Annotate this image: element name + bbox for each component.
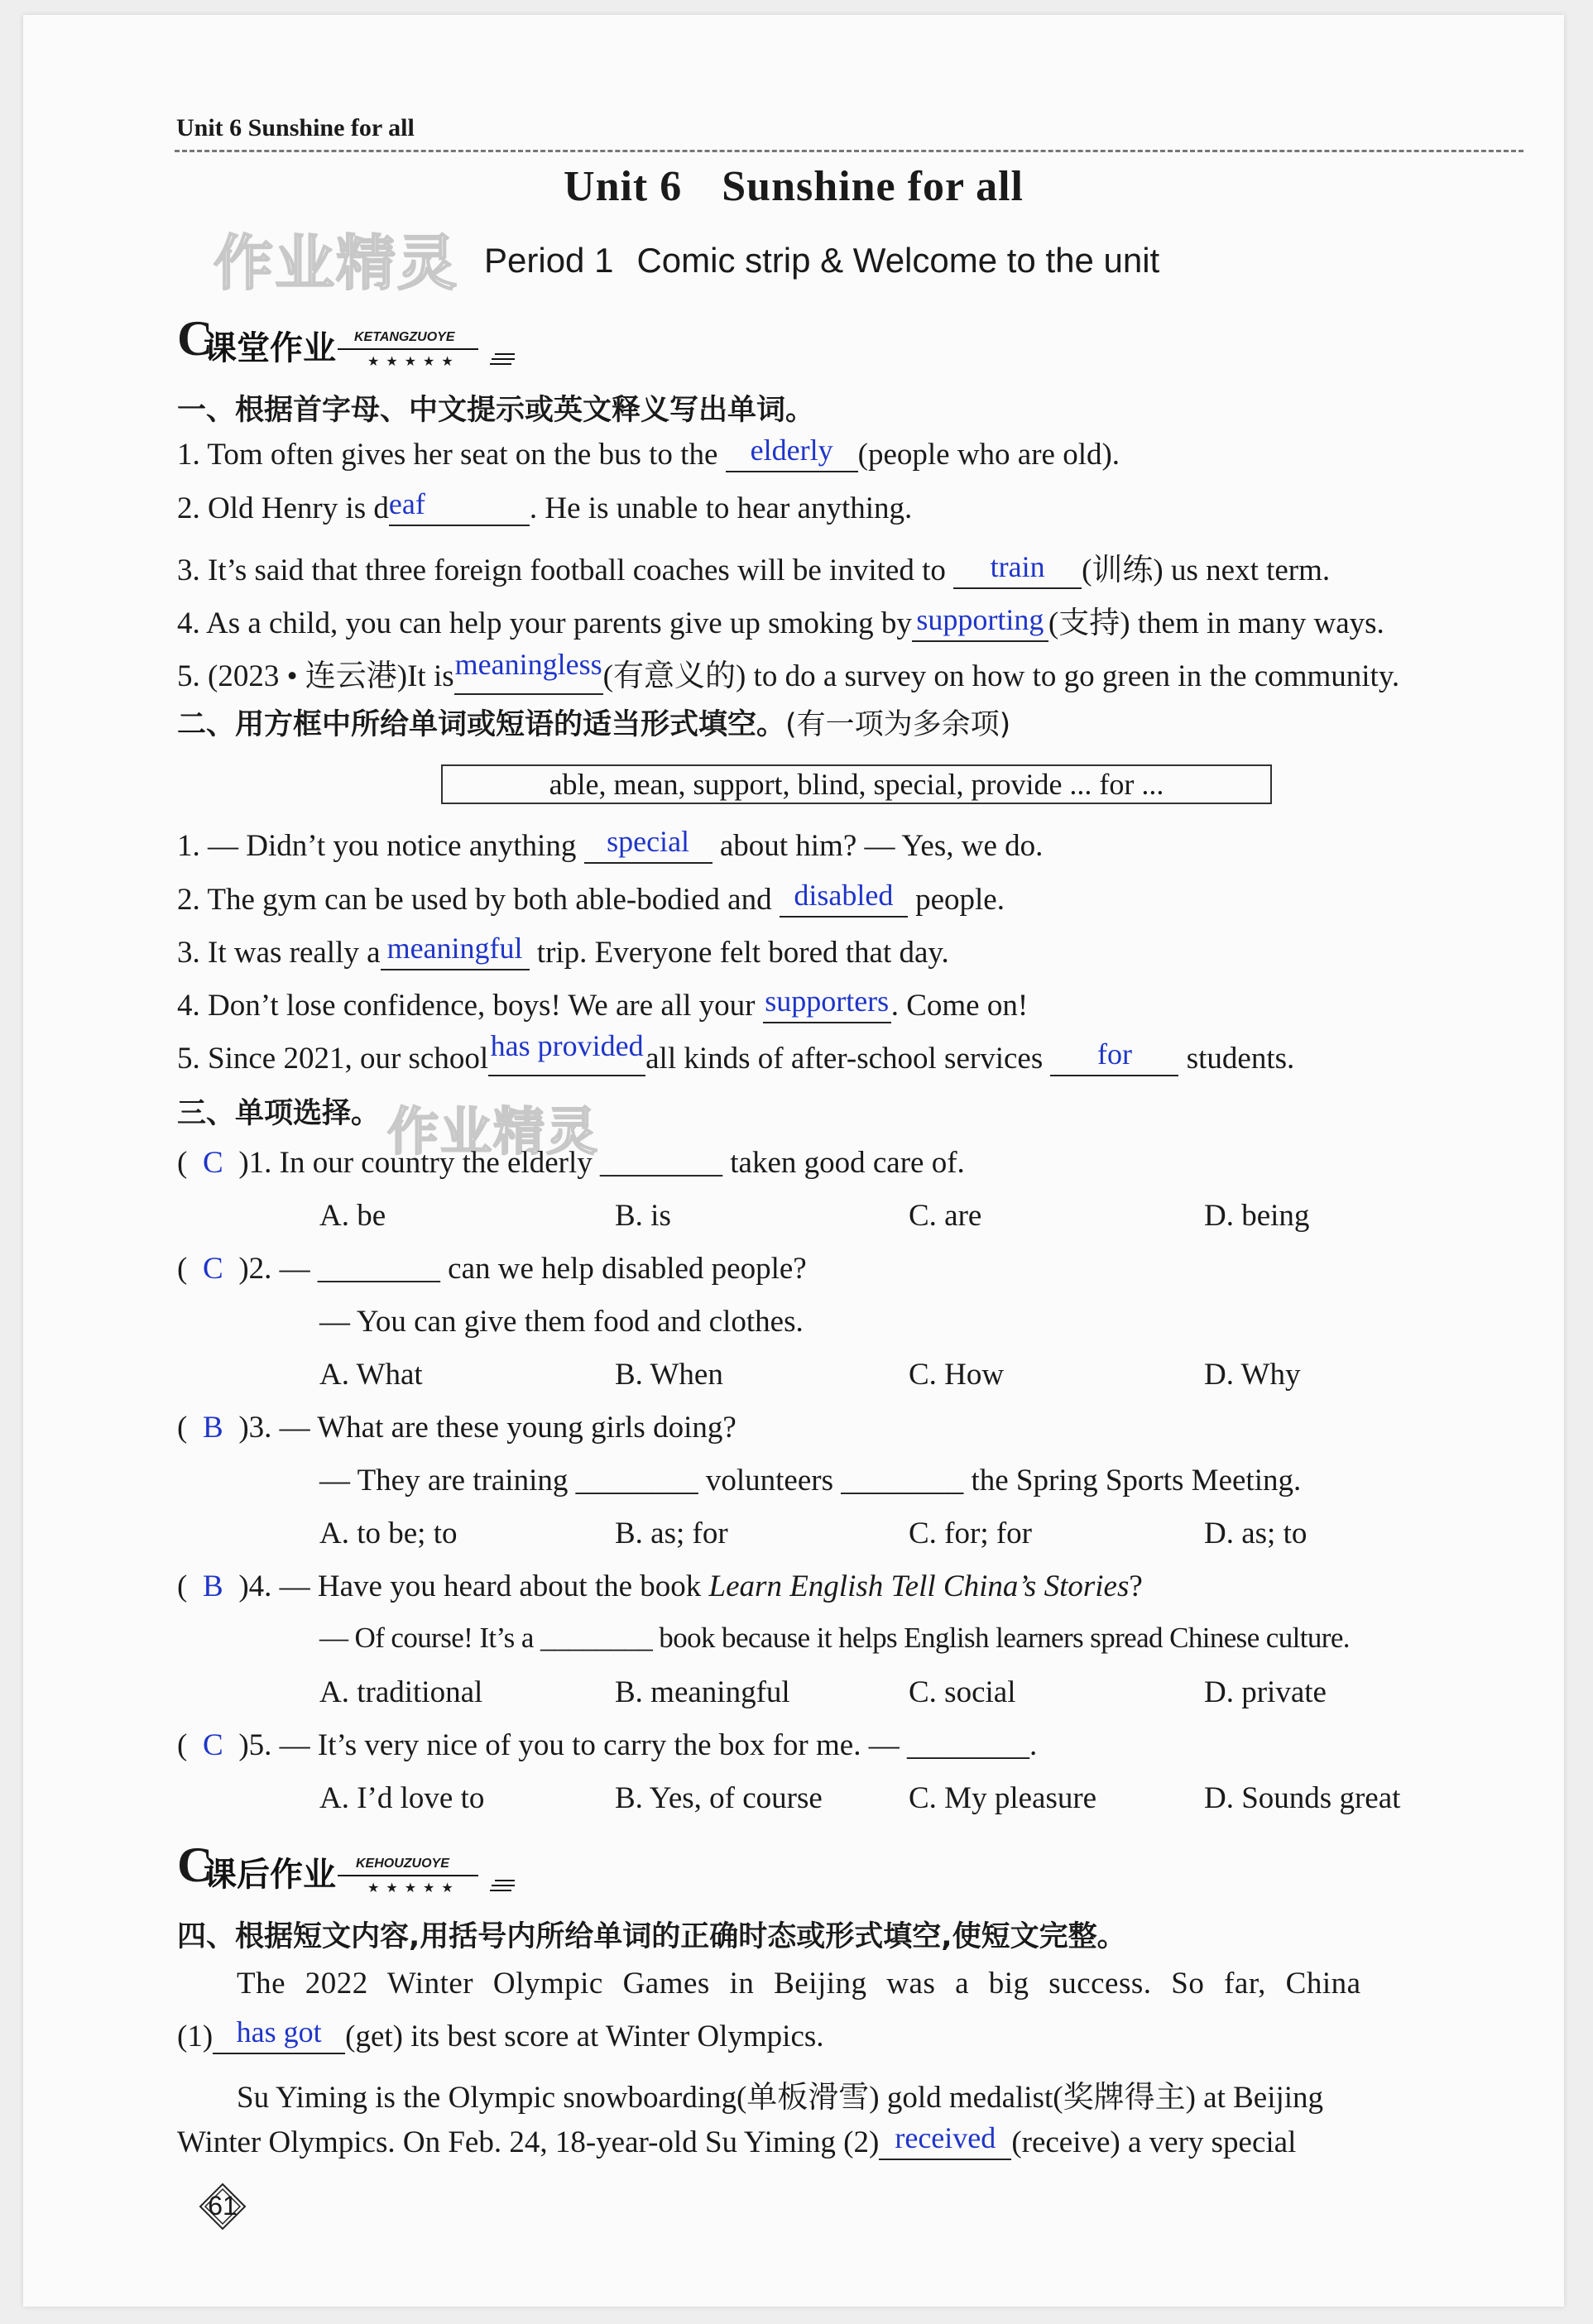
option[interactable]: C. How (909, 1358, 1005, 1392)
badge-c-icon: C (177, 1838, 214, 1892)
passage-line: Su Yiming is the Olympic snowboarding(单板滑雪) gold medalist(奖牌得主) at Beijing (237, 2081, 1324, 2115)
mc-answer: C (202, 1146, 223, 1180)
mc-question-2-reply: — You can give them food and clothes. (319, 1305, 804, 1339)
unit-number: Unit 6 (564, 163, 683, 210)
period-title (484, 241, 1159, 280)
mc-question-5: ( C )5. — It’s very nice of you to carry the box for me. — ________. (177, 1728, 1038, 1762)
passage-line: (1) has got (get) its best score at Winter Olympics. (177, 2015, 824, 2053)
answer-blank[interactable]: meaningful (381, 936, 530, 970)
option[interactable]: D. private (1204, 1675, 1327, 1709)
answer-blank[interactable]: supporting (912, 607, 1048, 642)
watermark-logo: 作业精灵 (214, 228, 459, 298)
star-icons: ★★★★★ (367, 355, 460, 369)
answer-blank[interactable]: for (1050, 1042, 1178, 1076)
option[interactable]: A. be (319, 1199, 386, 1233)
mc-question-4-reply: — Of course! It’s a ________ book because it helps English learners spread Chinese culture. (319, 1622, 1350, 1654)
s2-item-4: 4. Don’t lose confidence, boys! We are all your supporters . Come on! (177, 985, 1029, 1023)
badge-mark (492, 358, 515, 360)
option[interactable]: B. When (615, 1358, 723, 1392)
option[interactable]: A. I’d love to (319, 1781, 485, 1815)
homework-badge-text: 课后作业 (204, 1856, 336, 1894)
option[interactable]: D. Why (1204, 1358, 1301, 1392)
s2-item-1: 1. — Didn’t you notice anything special about him? — Yes, we do. (177, 825, 1044, 863)
star-icons: ★★★★★ (367, 1881, 460, 1895)
badge-c-icon: C (177, 311, 214, 366)
section4-title: 四、根据短文内容,用括号内所给单词的正确时态或形式填空,使短文完整。 (177, 1920, 1126, 1953)
answer-blank[interactable]: has provided (488, 1042, 645, 1076)
s1-item-1: 1. Tom often gives her seat on the bus to the elderly (people who are old). (177, 434, 1120, 472)
badge-mark (495, 353, 515, 355)
homework-badge (172, 1835, 561, 1901)
option[interactable]: C. My pleasure (909, 1781, 1097, 1815)
s1-item-2: 2. Old Henry is d eaf . He is unable to hear anything. (177, 487, 913, 525)
badge-mark (492, 1885, 515, 1886)
answer-blank[interactable]: has got (213, 2020, 345, 2054)
s2-item-3: 3. It was really a meaningful trip. Everyone felt bored that day. (177, 932, 949, 970)
badge-underline (338, 348, 478, 350)
mc-question-2: ( C )2. — ________ can we help disabled people? (177, 1252, 807, 1286)
book-title: Learn English Tell China’s Stories (708, 1569, 1130, 1603)
mc-question-3: ( B )3. — What are these young girls doing? (177, 1411, 737, 1445)
running-header: Unit 6 Sunshine for all (176, 114, 415, 141)
unit-title (23, 162, 1564, 211)
option[interactable]: B. as; for (615, 1517, 728, 1550)
s2-item-2: 2. The gym can be used by both able-bodied and disabled people. (177, 879, 1005, 917)
option[interactable]: B. Yes, of course (615, 1781, 823, 1815)
badge-mark (490, 1890, 511, 1891)
badge-underline (338, 1875, 478, 1876)
period-number: Period 1 (484, 241, 614, 280)
option[interactable]: B. is (615, 1199, 671, 1233)
mc-answer: B (202, 1569, 223, 1603)
word-box: able, mean, support, blind, special, provide ... for ... (441, 764, 1272, 804)
answer-blank[interactable]: meaningless (454, 660, 603, 695)
homework-badge-pinyin: KEHOUZUOYE (356, 1857, 449, 1871)
classwork-badge-pinyin: KETANGZUOYE (354, 330, 455, 344)
option[interactable]: D. as; to (1204, 1517, 1308, 1550)
option[interactable]: D. being (1204, 1199, 1310, 1233)
option[interactable]: A. to be; to (319, 1517, 458, 1550)
s1-item-4: 4. As a child, you can help your parents give up smoking by supporting (支持) them in many ways. (177, 603, 1384, 640)
option[interactable]: D. Sounds great (1204, 1781, 1401, 1815)
s1-item-5: 5. (2023 • 连云港)It is meaningless (有意义的) to do a survey on how to go green in the community. (177, 648, 1400, 693)
classwork-badge (172, 309, 561, 375)
mc-answer: C (202, 1252, 223, 1286)
option[interactable]: B. meaningful (615, 1675, 790, 1709)
mc-question-1: ( C )1. In our country the elderly ________ taken good care of. (177, 1146, 965, 1180)
mc-question-4: ( B )4. — Have you heard about the book Learn English Tell China’s Stories? (177, 1569, 1143, 1603)
watermark-logo: 作业精灵 (387, 1101, 600, 1162)
option[interactable]: C. social (909, 1675, 1016, 1709)
answer-blank[interactable]: eaf (389, 491, 530, 526)
badge-mark (490, 363, 511, 365)
period-name: Comic strip & Welcome to the unit (636, 241, 1160, 280)
answer-blank[interactable]: elderly (726, 438, 858, 472)
option[interactable]: A. traditional (319, 1675, 483, 1709)
header-divider (175, 150, 1523, 152)
section1-title: 一、根据首字母、中文提示或英文释义写出单词。 (177, 394, 815, 427)
mc-answer: C (202, 1728, 223, 1762)
option[interactable]: C. for; for (909, 1517, 1032, 1550)
mc-answer: B (202, 1411, 223, 1445)
passage-line: Winter Olympics. On Feb. 24, 18-year-old Su Yiming (2) received (receive) a very special (177, 2121, 1297, 2159)
s1-item-3: 3. It’s said that three foreign football coaches will be invited to train (训练) us next term. (177, 550, 1331, 587)
answer-blank[interactable]: received (879, 2125, 1011, 2160)
mc-question-3-reply: — They are training ________ volunteers ________ the Spring Sports Meeting. (319, 1464, 1302, 1497)
answer-blank[interactable]: disabled (780, 883, 908, 918)
answer-blank[interactable]: train (953, 554, 1082, 589)
unit-name: Sunshine for all (722, 163, 1024, 210)
answer-blank[interactable]: supporters (763, 989, 891, 1023)
passage-line: The 2022 Winter Olympic Games in Beijing was a big success. So far, China (237, 1967, 1361, 2001)
page-number: 61 (208, 2191, 238, 2221)
page-number-badge (199, 2183, 247, 2231)
section2-title: 二、用方框中所给单词或短语的适当形式填空。(有一项为多余项) (177, 708, 1011, 741)
badge-mark (495, 1880, 515, 1881)
classwork-badge-text: 课堂作业 (204, 329, 336, 367)
answer-blank[interactable]: special (584, 829, 713, 864)
s2-item-5: 5. Since 2021, our school has provided all kinds of after-school services for students. (177, 1029, 1295, 1076)
section3-title: 三、单项选择。 (177, 1097, 381, 1130)
option[interactable]: C. are (909, 1199, 982, 1233)
option[interactable]: A. What (319, 1358, 423, 1392)
workbook-page (23, 15, 1564, 2307)
